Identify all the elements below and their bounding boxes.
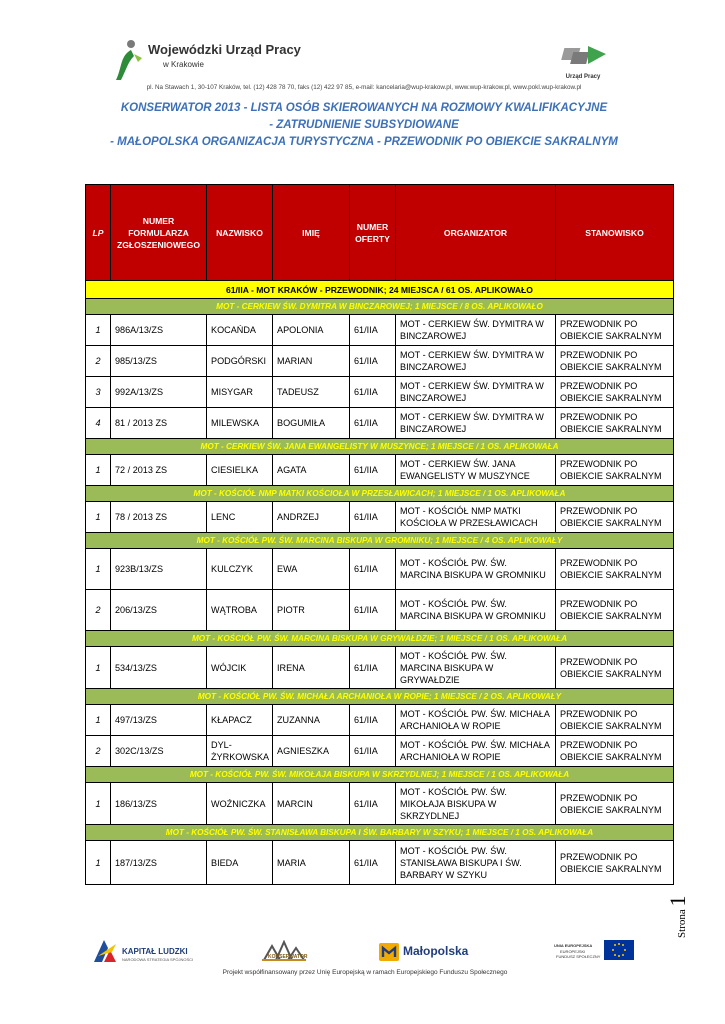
cell-position: PRZEWODNIK PO OBIEKCIE SAKRALNYM xyxy=(556,502,674,533)
subgroup-label: MOT - KOŚCIÓŁ PW. ŚW. STANISŁAWA BISKUPA I ŚW. BARBARY W SZYKU; 1 MIEJSCE / 1 OS. APLIKOWAŁA xyxy=(86,825,674,841)
cell-organizer: MOT - KOŚCIÓŁ PW. ŚW. MARCINA BISKUPA W GROMNIKU xyxy=(396,549,556,590)
eu-flag-icon xyxy=(604,940,634,960)
cell-offer: 61/IIA xyxy=(350,705,396,736)
eu-line-2: EUROPEJSKI xyxy=(560,949,586,954)
header-surname: NAZWISKO xyxy=(207,185,273,281)
subgroup-row xyxy=(86,631,674,647)
cell-lp: 4 xyxy=(86,408,111,439)
cofinance-note: Projekt współfinansowany przez Unię Europejską w ramach Europejskiego Funduszu Społecznego xyxy=(222,969,508,976)
candidates-table xyxy=(85,184,674,885)
cell-surname: PODGÓRSKI xyxy=(207,346,273,377)
cell-offer: 61/IIA xyxy=(350,590,396,631)
cell-surname: LENC xyxy=(207,502,273,533)
cell-organizer: MOT - CERKIEW ŚW. JANA EWANGELISTY W MUSZYNCE xyxy=(396,455,556,486)
cell-lp: 2 xyxy=(86,590,111,631)
cell-form: 986A/13/ZS xyxy=(111,315,207,346)
table-header-row xyxy=(86,185,674,281)
cell-offer: 61/IIA xyxy=(350,377,396,408)
group-label: 61/IIA - MOT KRAKÓW - PRZEWODNIK; 24 MIEJSCA / 61 OS. APLIKOWAŁO xyxy=(86,281,674,299)
table-row xyxy=(86,346,674,377)
subgroup-row xyxy=(86,767,674,783)
cell-organizer: MOT - KOŚCIÓŁ PW. ŚW. MIKOŁAJA BISKUPA W SKRZYDLNEJ xyxy=(396,783,556,825)
cell-offer: 61/IIA xyxy=(350,502,396,533)
header-offer-number: NUMER OFERTY xyxy=(350,185,396,281)
cell-surname: MISYGAR xyxy=(207,377,273,408)
cell-surname: KULCZYK xyxy=(207,549,273,590)
cell-organizer: MOT - KOŚCIÓŁ PW. ŚW. STANISŁAWA BISKUPA I ŚW. BARBARY W SZYKU xyxy=(396,841,556,885)
cell-name: ANDRZEJ xyxy=(273,502,350,533)
group-row xyxy=(86,281,674,299)
malopolska-icon xyxy=(378,942,400,962)
cell-organizer: MOT - CERKIEW ŚW. DYMITRA W BINCZAROWEJ xyxy=(396,408,556,439)
header-organizer: ORGANIZATOR xyxy=(396,185,556,281)
cell-offer: 61/IIA xyxy=(350,841,396,885)
table-row xyxy=(86,315,674,346)
cell-form: 497/13/ZS xyxy=(111,705,207,736)
cell-organizer: MOT - CERKIEW ŚW. DYMITRA W BINCZAROWEJ xyxy=(396,377,556,408)
cell-organizer: MOT - KOŚCIÓŁ PW. ŚW. MARCINA BISKUPA W GROMNIKU xyxy=(396,590,556,631)
malopolska-label: Małopolska xyxy=(403,944,469,958)
cell-offer: 61/IIA xyxy=(350,408,396,439)
cell-name: AGATA xyxy=(273,455,350,486)
cell-offer: 61/IIA xyxy=(350,315,396,346)
cell-surname: WĄTROBA xyxy=(207,590,273,631)
page-number xyxy=(665,882,705,942)
cell-organizer: MOT - KOŚCIÓŁ PW. ŚW. MICHAŁA ARCHANIOŁA W ROPIE xyxy=(396,736,556,767)
cell-position: PRZEWODNIK PO OBIEKCIE SAKRALNYM xyxy=(556,783,674,825)
cell-position: PRZEWODNIK PO OBIEKCIE SAKRALNYM xyxy=(556,455,674,486)
cell-name: ZUZANNA xyxy=(273,705,350,736)
cell-position: PRZEWODNIK PO OBIEKCIE SAKRALNYM xyxy=(556,408,674,439)
table-row xyxy=(86,455,674,486)
table-row xyxy=(86,705,674,736)
cell-name: MARIA xyxy=(273,841,350,885)
cell-surname: KŁAPACZ xyxy=(207,705,273,736)
subgroup-row xyxy=(86,486,674,502)
table-row xyxy=(86,841,674,885)
kapital-ludzki-icon xyxy=(90,936,120,966)
cell-name: AGNIESZKA xyxy=(273,736,350,767)
document-title-line-2: - ZATRUDNIENIE SUBSYDIOWANE xyxy=(269,119,459,131)
cell-offer: 61/IIA xyxy=(350,783,396,825)
cell-surname: KOCAŃDA xyxy=(207,315,273,346)
subgroup-label: MOT - KOŚCIÓŁ NMP MATKI KOŚCIOŁA W PRZESŁAWICACH; 1 MIEJSCE / 1 OS. APLIKOWAŁA xyxy=(86,486,674,502)
cell-lp: 1 xyxy=(86,549,111,590)
org-city: w Krakowie xyxy=(163,60,204,69)
subgroup-label: MOT - KOŚCIÓŁ PW. ŚW. MARCINA BISKUPA W GRYWAŁDZIE; 1 MIEJSCE / 1 OS. APLIKOWAŁA xyxy=(86,631,674,647)
cell-organizer: MOT - KOŚCIÓŁ PW. ŚW. MICHAŁA ARCHANIOŁA W ROPIE xyxy=(396,705,556,736)
cell-organizer: MOT - CERKIEW ŚW. DYMITRA W BINCZAROWEJ xyxy=(396,315,556,346)
cell-lp: 1 xyxy=(86,647,111,689)
table-row xyxy=(86,647,674,689)
org-name: Wojewódzki Urząd Pracy xyxy=(148,42,301,57)
cell-position: PRZEWODNIK PO OBIEKCIE SAKRALNYM xyxy=(556,841,674,885)
cell-organizer: MOT - CERKIEW ŚW. DYMITRA W BINCZAROWEJ xyxy=(396,346,556,377)
cell-offer: 61/IIA xyxy=(350,736,396,767)
cell-organizer: MOT - KOŚCIÓŁ NMP MATKI KOŚCIOŁA W PRZESŁAWICACH xyxy=(396,502,556,533)
urzad-pracy-logo xyxy=(554,42,612,76)
cell-lp: 1 xyxy=(86,705,111,736)
wup-logo xyxy=(112,38,148,84)
cell-form: 78 / 2013 ZS xyxy=(111,502,207,533)
cell-offer: 61/IIA xyxy=(350,346,396,377)
cell-position: PRZEWODNIK PO OBIEKCIE SAKRALNYM xyxy=(556,736,674,767)
cell-offer: 61/IIA xyxy=(350,455,396,486)
header-name: IMIĘ xyxy=(273,185,350,281)
cell-form: 186/13/ZS xyxy=(111,783,207,825)
cell-form: 206/13/ZS xyxy=(111,590,207,631)
subgroup-label: MOT - KOŚCIÓŁ PW. ŚW. MIKOŁAJA BISKUPA W SKRZYDLNEJ; 1 MIEJSCE / 1 OS. APLIKOWAŁA xyxy=(86,767,674,783)
cell-position: PRZEWODNIK PO OBIEKCIE SAKRALNYM xyxy=(556,705,674,736)
eu-line-3: FUNDUSZ SPOŁECZNY xyxy=(556,954,601,959)
cell-position: PRZEWODNIK PO OBIEKCIE SAKRALNYM xyxy=(556,647,674,689)
cell-position: PRZEWODNIK PO OBIEKCIE SAKRALNYM xyxy=(556,346,674,377)
cell-lp: 1 xyxy=(86,455,111,486)
cell-surname: CIESIELKA xyxy=(207,455,273,486)
cell-name: IRENA xyxy=(273,647,350,689)
table-row xyxy=(86,736,674,767)
eu-line-1: UNIA EUROPEJSKA xyxy=(554,943,593,948)
subgroup-label: MOT - CERKIEW ŚW. DYMITRA W BINCZAROWEJ; 1 MIEJSCE / 8 OS. APLIKOWAŁO xyxy=(86,299,674,315)
cell-surname: DYL-ŻYRKOWSKA xyxy=(207,736,273,767)
cell-position: PRZEWODNIK PO OBIEKCIE SAKRALNYM xyxy=(556,549,674,590)
cell-position: PRZEWODNIK PO OBIEKCIE SAKRALNYM xyxy=(556,377,674,408)
table-row xyxy=(86,502,674,533)
cell-name: MARIAN xyxy=(273,346,350,377)
cell-lp: 2 xyxy=(86,736,111,767)
cell-organizer: MOT - KOŚCIÓŁ PW. ŚW. MARCINA BISKUPA W GRYWAŁDZIE xyxy=(396,647,556,689)
cell-name: APOLONIA xyxy=(273,315,350,346)
cell-form: 992A/13/ZS xyxy=(111,377,207,408)
table-row xyxy=(86,408,674,439)
cell-offer: 61/IIA xyxy=(350,549,396,590)
table-row xyxy=(86,377,674,408)
cell-form: 923B/13/ZS xyxy=(111,549,207,590)
cell-name: MARCIN xyxy=(273,783,350,825)
cell-name: PIOTR xyxy=(273,590,350,631)
cell-surname: WÓJCIK xyxy=(207,647,273,689)
cell-form: 81 / 2013 ZS xyxy=(111,408,207,439)
cell-name: BOGUMIŁA xyxy=(273,408,350,439)
konserwator-label: KONSERWATOR xyxy=(268,954,308,960)
kapital-ludzki-sub: NARODOWA STRATEGIA SPÓJNOŚCI xyxy=(122,957,194,962)
cell-form: 187/13/ZS xyxy=(111,841,207,885)
page-label: Strona xyxy=(676,909,688,938)
document-title-line-1: KONSERWATOR 2013 - LISTA OSÓB SKIEROWANYCH NA ROZMOWY KWALIFIKACYJNE xyxy=(120,102,608,114)
subgroup-row xyxy=(86,299,674,315)
cell-form: 72 / 2013 ZS xyxy=(111,455,207,486)
subgroup-row xyxy=(86,533,674,549)
cell-surname: MILEWSKA xyxy=(207,408,273,439)
header-lp: LP xyxy=(86,185,111,281)
subgroup-label: MOT - CERKIEW ŚW. JANA EWANGELISTY W MUSZYNCE; 1 MIEJSCE / 1 OS. APLIKOWAŁA xyxy=(86,439,674,455)
subgroup-label: MOT - KOŚCIÓŁ PW. ŚW. MARCINA BISKUPA W GROMNIKU; 1 MIEJSCE / 4 OS. APLIKOWAŁY xyxy=(86,533,674,549)
cell-lp: 1 xyxy=(86,502,111,533)
subgroup-row xyxy=(86,439,674,455)
cell-name: TADEUSZ xyxy=(273,377,350,408)
page-number-value: 1 xyxy=(665,895,690,907)
urzad-pracy-label: Urząd Pracy xyxy=(565,74,601,80)
cell-lp: 1 xyxy=(86,315,111,346)
table-row xyxy=(86,549,674,590)
subgroup-row xyxy=(86,689,674,705)
cell-lp: 1 xyxy=(86,783,111,825)
table-row xyxy=(86,783,674,825)
table-row xyxy=(86,590,674,631)
cell-lp: 3 xyxy=(86,377,111,408)
cell-surname: WOŹNICZKA xyxy=(207,783,273,825)
cell-form: 534/13/ZS xyxy=(111,647,207,689)
cell-name: EWA xyxy=(273,549,350,590)
cell-surname: BIEDA xyxy=(207,841,273,885)
kapital-ludzki-title: KAPITAŁ LUDZKI xyxy=(122,947,188,956)
header-position: STANOWISKO xyxy=(556,185,674,281)
cell-lp: 2 xyxy=(86,346,111,377)
cell-lp: 1 xyxy=(86,841,111,885)
cell-position: PRZEWODNIK PO OBIEKCIE SAKRALNYM xyxy=(556,590,674,631)
subgroup-row xyxy=(86,825,674,841)
header-form-number: NUMER FORMULARZA ZGŁOSZENIOWEGO xyxy=(111,185,207,281)
document-title-line-3: - MAŁOPOLSKA ORGANIZACJA TURYSTYCZNA - PRZEWODNIK PO OBIEKCIE SAKRALNYM xyxy=(110,136,618,148)
cell-form: 302C/13/ZS xyxy=(111,736,207,767)
address-line: pl. Na Stawach 1, 30-107 Kraków, tel. (12) 428 78 70, faks (12) 422 97 85, e-mail: kancelaria@wup-krakow.pl, www.wup-krakow.pl, www.pokl.wup-krakow.pl xyxy=(146,84,582,91)
cell-form: 985/13/ZS xyxy=(111,346,207,377)
subgroup-label: MOT - KOŚCIÓŁ PW. ŚW. MICHAŁA ARCHANIOŁA W ROPIE; 1 MIEJSCE / 2 OS. APLIKOWAŁY xyxy=(86,689,674,705)
cell-offer: 61/IIA xyxy=(350,647,396,689)
cell-position: PRZEWODNIK PO OBIEKCIE SAKRALNYM xyxy=(556,315,674,346)
